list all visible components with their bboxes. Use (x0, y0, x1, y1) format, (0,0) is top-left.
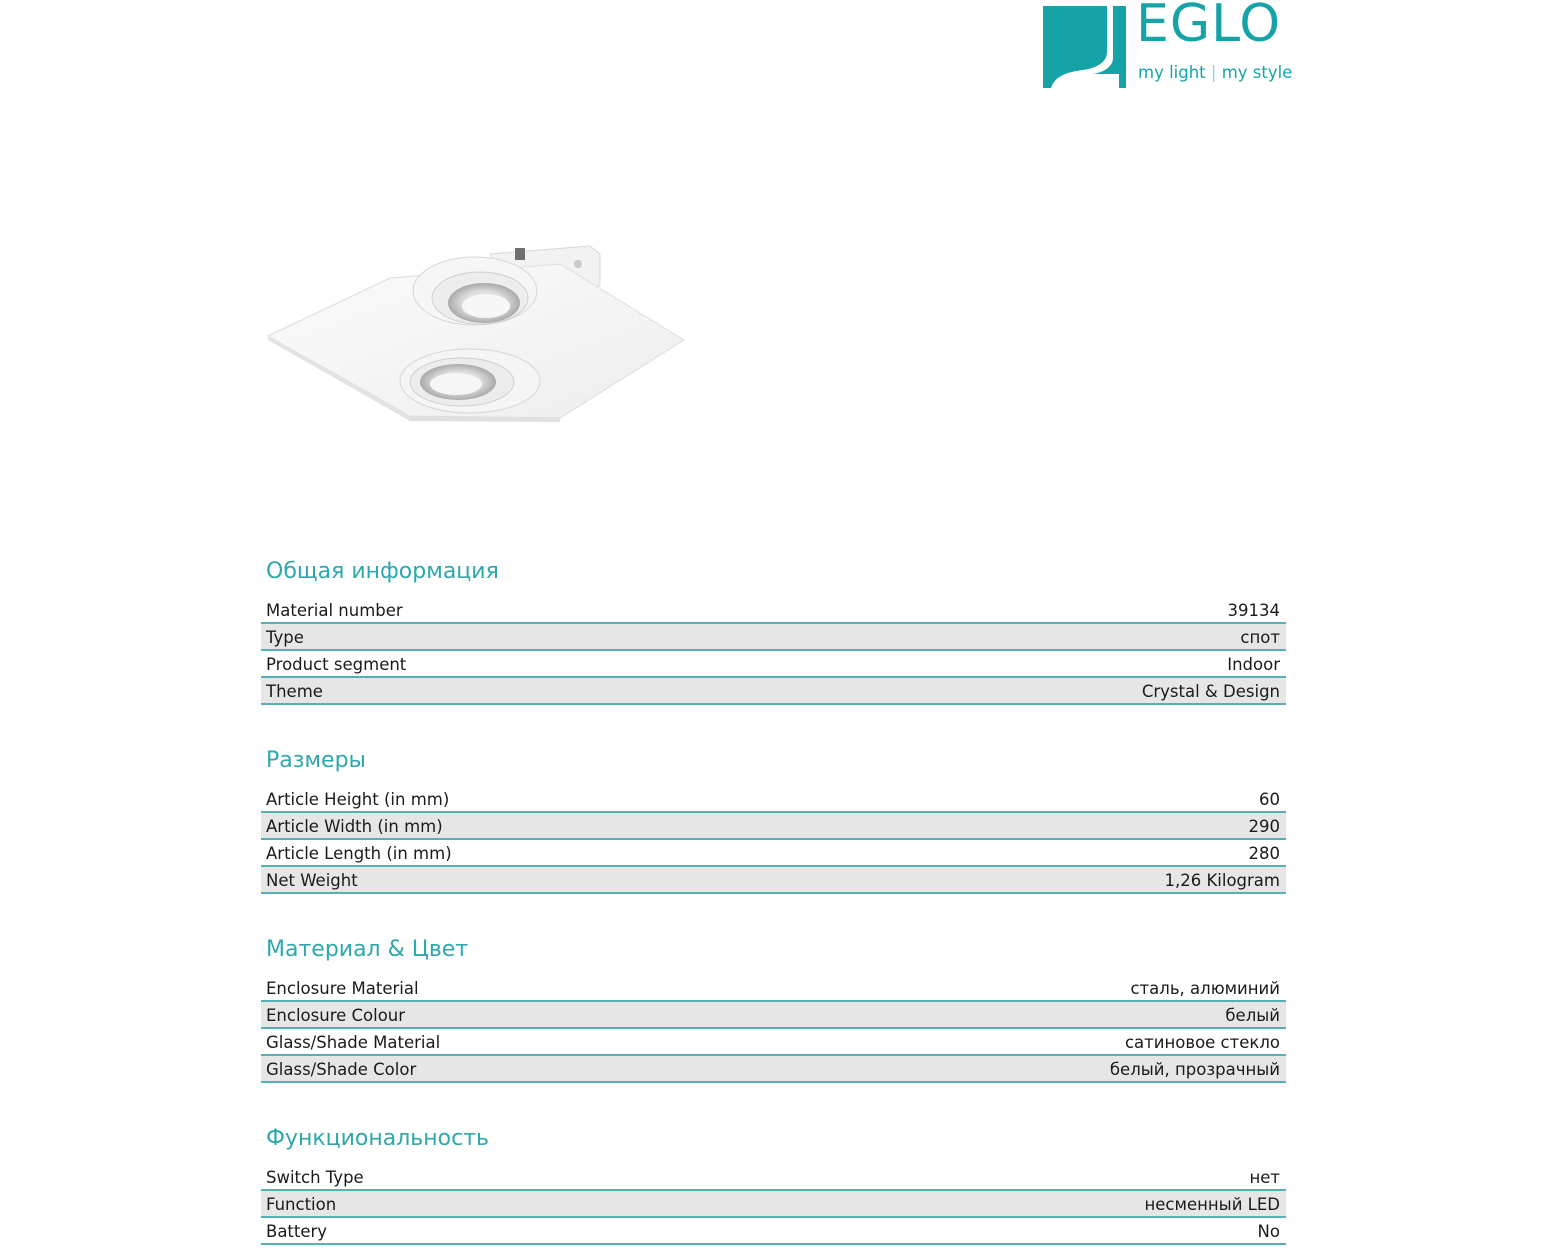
spec-label: Article Length (in mm) (266, 844, 452, 863)
spec-label: Battery (266, 1222, 328, 1241)
tagline-left: my light (1138, 63, 1206, 82)
section-title-functionality: Функциональность (266, 1126, 489, 1151)
spec-table-functionality (261, 1164, 1286, 1245)
spec-value: белый (1225, 1006, 1280, 1025)
spec-label: Article Width (in mm) (266, 817, 443, 836)
spec-value: спот (1240, 628, 1280, 647)
spec-value: сталь, алюминий (1130, 979, 1280, 998)
spec-value: 1,26 Kilogram (1164, 871, 1280, 890)
spec-label: Glass/Shade Color (266, 1060, 417, 1079)
spec-label: Article Height (in mm) (266, 790, 450, 809)
table-row (261, 624, 1286, 651)
spec-label: Enclosure Material (266, 979, 419, 998)
tagline-separator: | (1210, 63, 1217, 82)
spec-value: белый, прозрачный (1109, 1060, 1280, 1079)
spec-label: Glass/Shade Material (266, 1033, 441, 1052)
section-title-material-colour: Материал & Цвет (266, 937, 469, 962)
spec-table-dimensions (261, 786, 1286, 894)
spec-label: Function (266, 1195, 337, 1214)
eglo-logo (1043, 0, 1293, 88)
table-row (261, 840, 1286, 867)
spec-value: 290 (1248, 817, 1280, 836)
section-title-general: Общая информация (266, 559, 499, 584)
table-row (261, 1218, 1286, 1245)
table-row (261, 975, 1286, 1002)
spec-label: Theme (266, 682, 323, 701)
brand-tagline (1138, 63, 1292, 82)
table-row (261, 813, 1286, 840)
brand-name: EGLO (1136, 0, 1282, 54)
table-row (261, 867, 1286, 894)
spec-value: сатиновое стекло (1124, 1033, 1280, 1052)
product-image (260, 236, 690, 426)
spec-value: Crystal & Design (1141, 682, 1280, 701)
spec-value: 60 (1259, 790, 1280, 809)
spec-label: Material number (266, 601, 403, 620)
spec-value: несменный LED (1144, 1195, 1280, 1214)
spec-table-material-colour (261, 975, 1286, 1083)
table-row (261, 786, 1286, 813)
table-row (261, 678, 1286, 705)
spec-value: Indoor (1227, 655, 1280, 674)
spec-label: Net Weight (266, 871, 358, 890)
spec-value: 280 (1248, 844, 1280, 863)
eglo-logo-mark-icon (1043, 6, 1126, 88)
spec-value: No (1257, 1222, 1280, 1241)
section-title-dimensions: Размеры (266, 748, 366, 773)
table-row (261, 651, 1286, 678)
spec-label: Product segment (266, 655, 407, 674)
table-row (261, 1029, 1286, 1056)
table-row (261, 1191, 1286, 1218)
spec-label: Type (266, 628, 304, 647)
spec-value: нет (1249, 1168, 1280, 1187)
tagline-right: my style (1221, 63, 1293, 82)
table-row (261, 1164, 1286, 1191)
spec-label: Switch Type (266, 1168, 364, 1187)
table-row (261, 1002, 1286, 1029)
spec-label: Enclosure Colour (266, 1006, 406, 1025)
spec-value: 39134 (1227, 601, 1280, 620)
table-row (261, 597, 1286, 624)
spec-table-general (261, 597, 1286, 705)
table-row (261, 1056, 1286, 1083)
